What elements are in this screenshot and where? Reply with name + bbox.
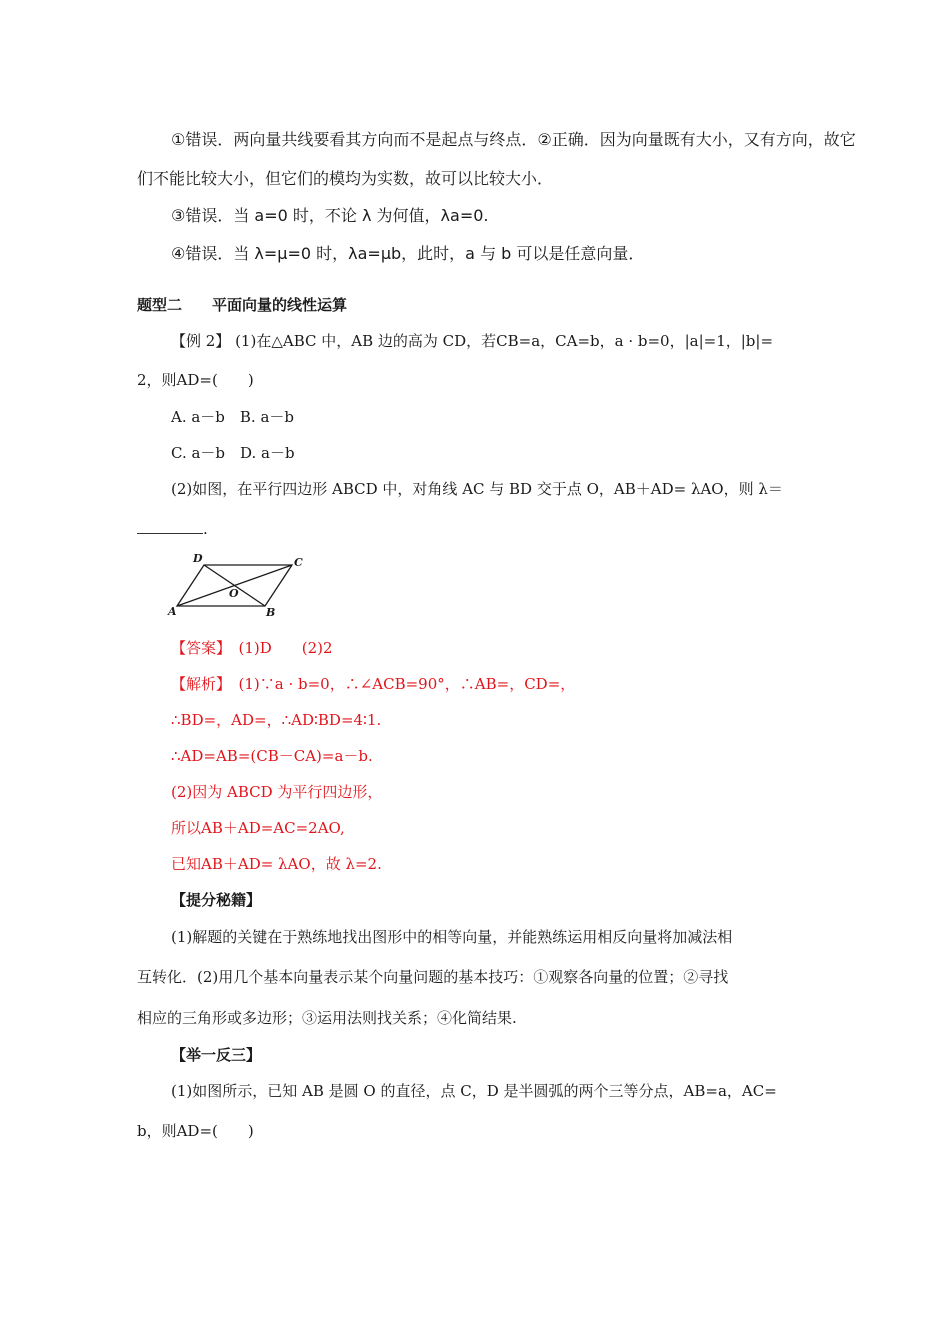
answer-line-2: 们不能比较大小，但它们的模均为实数，故可以比较大小． (137, 169, 554, 188)
answer-line-1: ①错误．两向量共线要看其方向而不是起点与终点．②正确．因为向量既有大小，又有方向，故它 (171, 130, 856, 149)
tips-heading: 【提分秘籍】 (171, 891, 262, 909)
analysis-line-4: (2)因为 ABCD 为平行四边形， (171, 783, 383, 801)
answer-label: 【答案】 (1)D (2)2 (171, 639, 333, 657)
analysis-line-6: 已知AB＋AD= λAO，故 λ=2. (171, 855, 382, 873)
label-a: A (168, 605, 177, 618)
label-c: C (294, 556, 303, 569)
label-d: D (193, 552, 203, 565)
option-a-b: A. a－b B. a－b (171, 408, 295, 426)
analysis-line-3: ∴AD=AB=(CB－CA)=a－b. (171, 747, 373, 765)
example2-line-1: 【例 2】 (1)在△ABC 中，AB 边的高为 CD，若CB=a，CA=b，a · b=0，|a|=1，|b|= (171, 332, 774, 350)
label-o: O (229, 587, 239, 600)
analysis-line-5: 所以AB＋AD=AC=2AO, (171, 819, 345, 837)
practice-line-1: (1)如图所示，已知 AB 是圆 O 的直径，点 C，D 是半圆弧的两个三等分点，AB=a，AC= (171, 1082, 777, 1100)
analysis-line-2: ∴BD=，AD=，∴AD∶BD=4∶1. (171, 711, 382, 729)
practice-line-2: b，则AD=( ) (137, 1122, 254, 1140)
parallelogram-figure (166, 549, 314, 621)
option-c-d: C. a－b D. a－b (171, 444, 295, 462)
practice-heading: 【举一反三】 (171, 1046, 262, 1064)
answer-line-4: ④错误．当 λ=μ=0 时，λa=μb，此时，a 与 b 可以是任意向量． (171, 244, 645, 263)
section-title: 题型二 平面向量的线性运算 (137, 296, 348, 314)
tips-line-3: 相应的三角形或多边形；③运用法则找关系；④化简结果. (137, 1009, 517, 1027)
tips-line-2: 互转化．(2)用几个基本向量表示某个向量问题的基本技巧：①观察各向量的位置；②寻找 (137, 968, 729, 986)
example2-part2-line: (2)如图，在平行四边形 ABCD 中，对角线 AC 与 BD 交于点 O，AB＋AD= λAO，则 λ＝ (171, 480, 783, 498)
example2-line-2: 2，则AD=( ) (137, 371, 254, 389)
label-b: B (266, 606, 276, 619)
analysis-line-1: 【解析】 (1)∵a · b=0，∴∠ACB=90°，∴AB=，CD=， (171, 675, 576, 693)
answer-line-3: ③错误．当 a=0 时，不论 λ 为何值，λa=0. (171, 206, 489, 225)
tips-line-1: (1)解题的关键在于熟练地找出图形中的相等向量，并能熟练运用相反向量将加减法相 (171, 928, 733, 946)
answer-blank: . (137, 518, 208, 540)
